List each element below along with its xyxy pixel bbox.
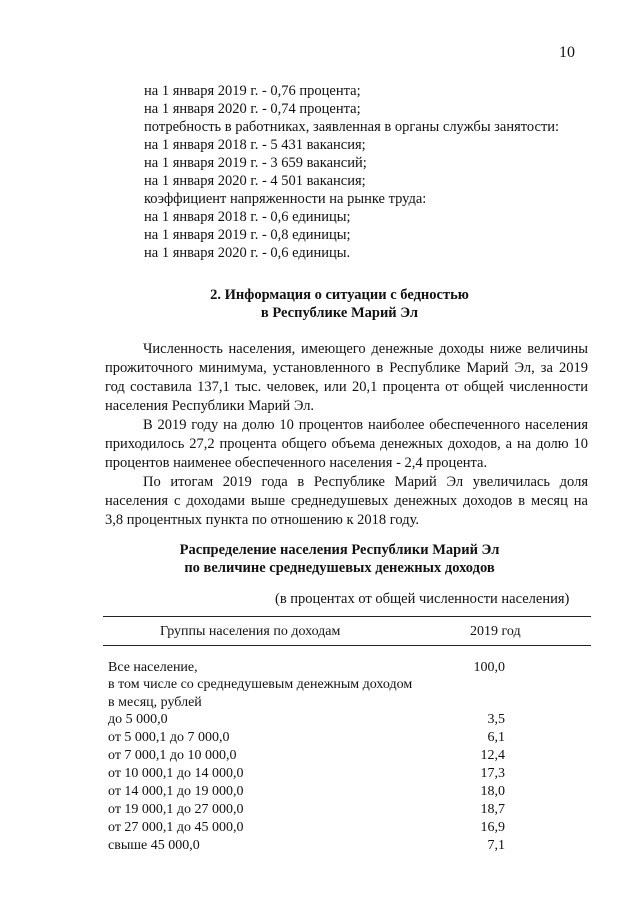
section-title: 2. Информация о ситуации с бедностью <box>210 287 469 303</box>
table-row-label: от 5 000,1 до 7 000,0 <box>108 730 230 745</box>
intro-line: на 1 января 2019 г. - 0,8 единицы; <box>144 227 351 243</box>
table-row-label: свыше 45 000,0 <box>108 838 200 853</box>
table-row-value: 16,9 <box>480 820 505 835</box>
table-header-rule <box>103 645 591 646</box>
intro-line: на 1 января 2020 г. - 0,6 единицы. <box>144 245 351 261</box>
intro-line: на 1 января 2019 г. - 3 659 вакансий; <box>144 155 367 171</box>
table-subtitle: по величине среднедушевых денежных доходов <box>184 560 495 576</box>
table-row-value: 100,0 <box>473 660 505 675</box>
table-row-label: от 27 000,1 до 45 000,0 <box>108 820 244 835</box>
table-row-label: от 7 000,1 до 10 000,0 <box>108 748 237 763</box>
column-header-year: 2019 год <box>470 624 521 639</box>
table-units-note: (в процентах от общей численности населения) <box>275 591 570 607</box>
table-subheader: в том числе со среднедушевым денежным доходом в месяц, рублей <box>108 677 413 710</box>
paragraph: В 2019 году на долю 10 процентов наиболее обеспеченного населения приходилось 27,2 процента общего объема денежных доходов, а на долю 10 процентов наименее обеспеченного населения - 2,4 процента. <box>105 417 588 471</box>
column-header-groups: Группы населения по доходам <box>160 624 341 639</box>
intro-line: на 1 января 2020 г. - 0,74 процента; <box>144 101 361 117</box>
paragraph: По итогам 2019 года в Республике Марий Эл увеличилась доля населения с доходами выше среднедушевых денежных доходов в месяц на 3,8 процентных пункта по отношению к 2018 году. <box>105 474 588 528</box>
page-number: 10 <box>559 44 575 61</box>
section-subtitle: в Республике Марий Эл <box>260 305 419 321</box>
intro-line: потребность в работниках, заявленная в органы службы занятости: <box>144 119 560 135</box>
table-row-value: 6,1 <box>487 730 505 745</box>
intro-line: на 1 января 2018 г. - 5 431 вакансия; <box>144 137 366 153</box>
table-row-value: 17,3 <box>480 766 505 781</box>
table-row-label: до 5 000,0 <box>108 712 168 727</box>
table-row-label: от 14 000,1 до 19 000,0 <box>108 784 244 799</box>
table-row-value: 7,1 <box>487 838 505 853</box>
table-row-label: от 19 000,1 до 27 000,0 <box>108 802 244 817</box>
table-top-rule <box>103 616 591 617</box>
intro-line: на 1 января 2018 г. - 0,6 единицы; <box>144 209 351 225</box>
table-row-label: Все население, <box>108 660 198 675</box>
intro-line: коэффициент напряженности на рынке труда: <box>144 191 427 207</box>
paragraph: Численность населения, имеющего денежные доходы ниже величины прожиточного минимума, установленного в Республике Марий Эл, за 2019 год составила 137,1 тыс. человек, или 20,1 процента от общей численности населения Республики Марий Эл. <box>105 341 588 414</box>
table-title: Распределение населения Республики Марий Эл <box>179 542 500 558</box>
intro-line: на 1 января 2019 г. - 0,76 процента; <box>144 83 361 99</box>
table-row-value: 12,4 <box>480 748 505 763</box>
table-row-value: 18,7 <box>480 802 505 817</box>
intro-line: на 1 января 2020 г. - 4 501 вакансия; <box>144 173 366 189</box>
table-row-value: 3,5 <box>487 712 505 727</box>
table-row-label: от 10 000,1 до 14 000,0 <box>108 766 244 781</box>
table-row-value: 18,0 <box>480 784 505 799</box>
